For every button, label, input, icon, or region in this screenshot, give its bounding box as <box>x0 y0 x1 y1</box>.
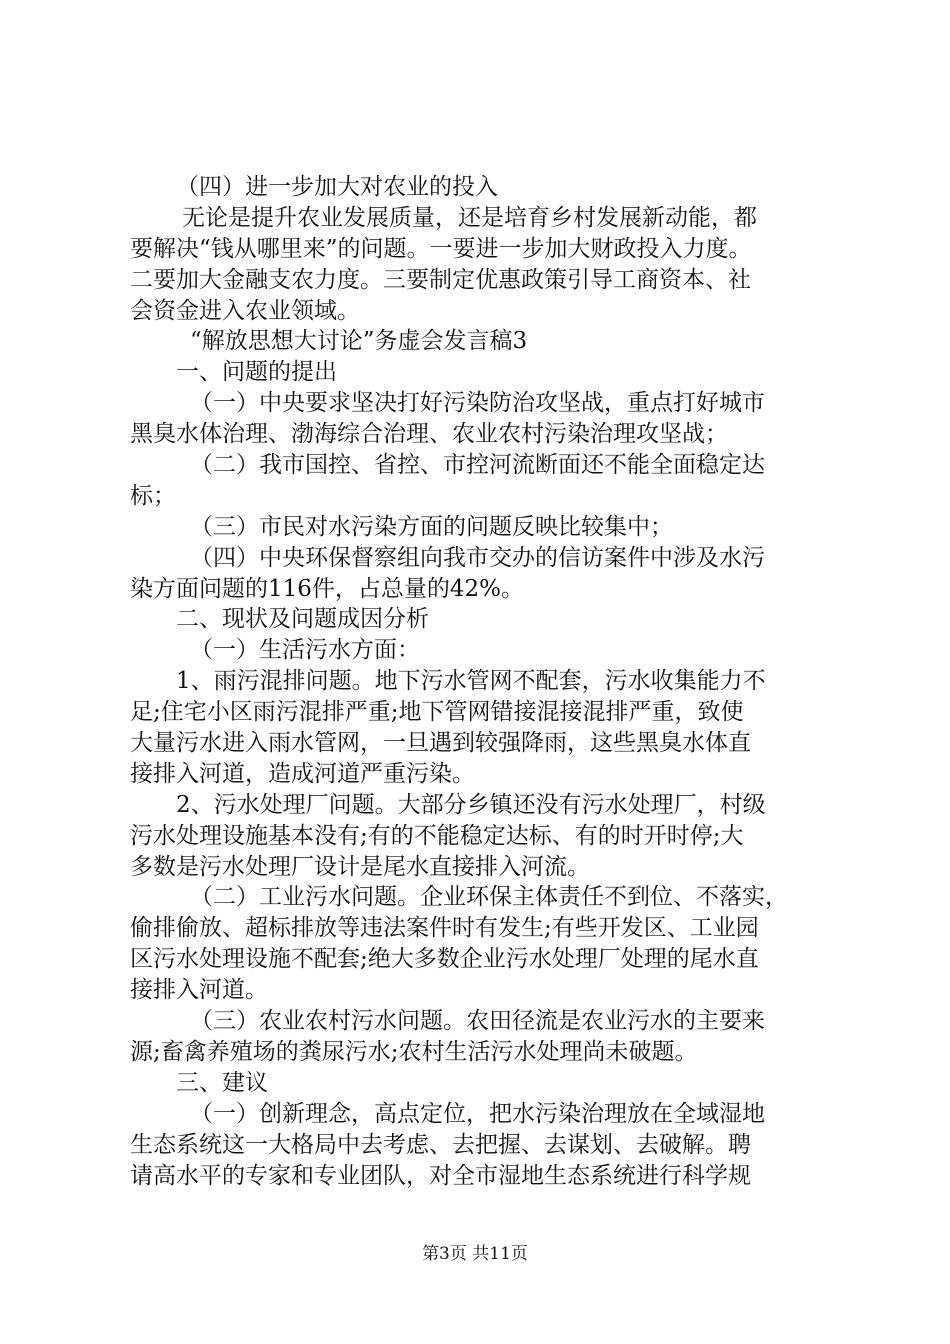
text-line: 2、污水处理厂问题。大部分乡镇还没有污水处理厂，村级 <box>176 791 766 818</box>
text-line: 无论是提升农业发展质量，还是培育乡村发展新动能，都 <box>182 204 757 231</box>
text-line: 区污水处理设施不配套;绝大多数企业污水处理厂处理的尾水直 <box>130 946 759 973</box>
text-line: 黑臭水体治理、渤海综合治理、农业农村污染治理攻坚战； <box>130 421 728 448</box>
text-line: 污水处理设施基本没有;有的不能稳定达标、有的时开时停;大 <box>130 822 744 849</box>
text-line: （一）创新理念，高点定位，把水污染治理放在全域湿地 <box>190 1100 765 1127</box>
page-footer: 第3页 共11页 <box>422 1244 528 1264</box>
text-line: （四）进一步加大对农业的投入 <box>176 174 498 200</box>
text-line: 大量污水进入雨水管网，一旦遇到较强降雨，这些黑臭水体直 <box>130 730 751 757</box>
document-body <box>130 172 830 1191</box>
text-line: 源;畜禽养殖场的粪尿污水;农村生活污水处理尚未破题。 <box>130 1038 698 1065</box>
text-line: （一）中央要求坚决打好污染防治攻坚战，重点打好城市 <box>190 390 765 417</box>
text-line: 请高水平的专家和专业团队，对全市湿地生态系统进行科学规 <box>130 1162 751 1189</box>
text-line: 标； <box>130 482 176 509</box>
text-line: 1、雨污混排问题。地下污水管网不配套，污水收集能力不 <box>176 668 766 695</box>
text-line: （二）工业污水问题。企业环保主体责任不到位、不落实， <box>190 884 788 911</box>
text-line: （二）我市国控、省控、市控河流断面还不能全面稳定达 <box>190 452 765 479</box>
text-line: 一、问题的提出 <box>176 359 337 386</box>
text-line: 染方面问题的116件，占总量的42%。 <box>130 575 525 602</box>
text-line: 二要加大金融支农力度。三要制定优惠政策引导工商资本、社 <box>130 266 751 293</box>
text-line: 要解决“钱从哪里来”的问题。一要进一步加大财政投入力度。 <box>130 235 752 262</box>
text-line: 足;住宅小区雨污混排严重;地下管网错接混接混排严重，致使 <box>130 699 744 726</box>
text-line: 二、现状及问题成因分析 <box>176 606 429 633</box>
text-line: （四）中央环保督察组向我市交办的信访案件中涉及水污 <box>190 544 765 571</box>
text-line: （一）生活污水方面： <box>190 637 420 664</box>
text-line: 多数是污水处理厂设计是尾水直接排入河流。 <box>130 853 590 880</box>
text-line: 偷排偷放、超标排放等违法案件时有发生;有些开发区、工业园 <box>130 915 759 942</box>
text-line: “解放思想大讨论”务虚会发言稿3 <box>190 328 528 355</box>
text-line: 接排入河道，造成河道严重污染。 <box>130 760 475 787</box>
text-line: （三）市民对水污染方面的问题反映比较集中； <box>190 513 673 540</box>
text-line: （三）农业农村污水问题。农田径流是农业污水的主要来 <box>190 1008 765 1035</box>
text-line: 生态系统这一大格局中去考虑、去把握、去谋划、去破解。聘 <box>130 1131 751 1158</box>
text-line: 三、建议 <box>176 1069 268 1096</box>
text-line: 接排入河道。 <box>130 977 268 1004</box>
text-line: 会资金进入农业领域。 <box>130 297 360 324</box>
